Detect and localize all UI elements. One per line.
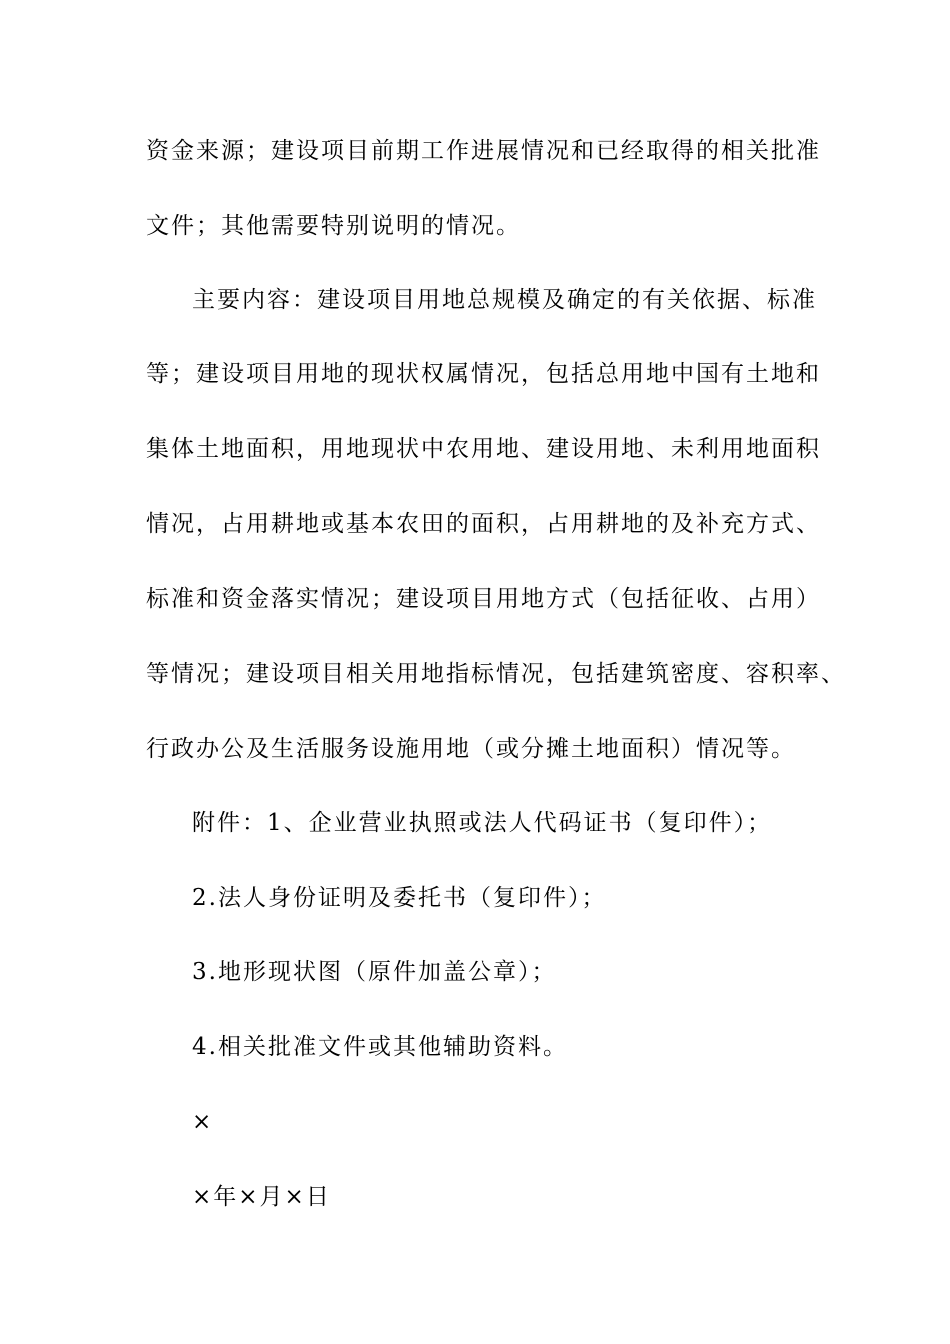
paragraph-line: 文件；其他需要特别说明的情况。	[146, 213, 521, 239]
attachment-heading: 附件：1、企业营业执照或法人代码证书（复印件）；	[192, 810, 773, 836]
paragraph-line: 主要内容：建设项目用地总规模及确定的有关依据、标准	[192, 287, 817, 313]
paragraph-line: 等；建设项目用地的现状权属情况，包括总用地中国有土地和	[146, 361, 821, 387]
paragraph-line: 标准和资金落实情况；建设项目用地方式（包括征收、占用）	[146, 586, 821, 612]
paragraph-line: 资金来源；建设项目前期工作进展情况和已经取得的相关批准	[146, 138, 821, 164]
paragraph-line: 等情况；建设项目相关用地指标情况，包括建筑密度、容积率、	[146, 661, 846, 687]
paragraph-line: 集体土地面积，用地现状中农用地、建设用地、未利用地面积	[146, 436, 821, 462]
paragraph-line: 情况，占用耕地或基本农田的面积，占用耕地的及补充方式、	[146, 511, 821, 537]
attachment-item: 2.法人身份证明及委托书（复印件）；	[192, 885, 607, 911]
attachment-item: 3.地形现状图（原件加盖公章）；	[192, 959, 557, 985]
signature-placeholder: ×	[192, 1109, 214, 1135]
paragraph-line: 行政办公及生活服务设施用地（或分摊土地面积）情况等。	[146, 736, 796, 762]
date-placeholder: ×年×月×日	[192, 1184, 331, 1210]
attachment-item: 4.相关批准文件或其他辅助资料。	[192, 1034, 568, 1060]
